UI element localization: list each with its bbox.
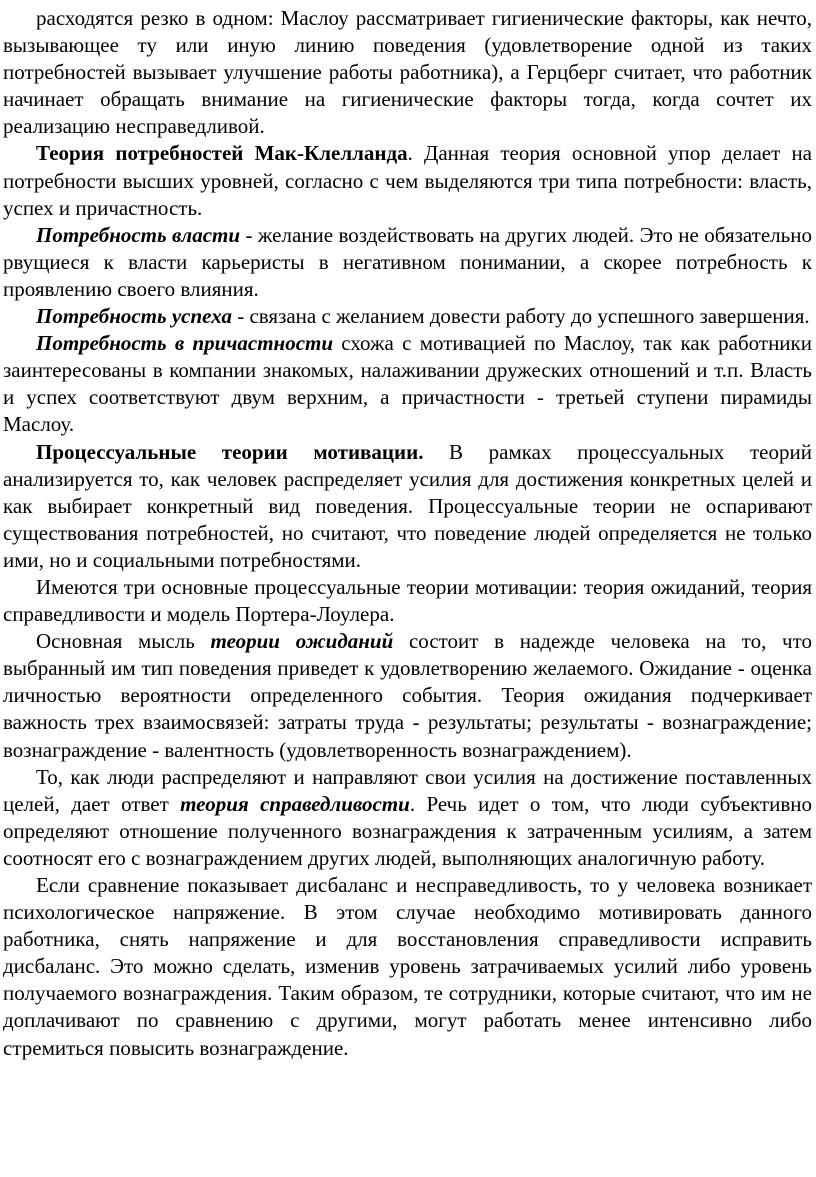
paragraph-maslow-herzberg-ending xyxy=(3,5,812,140)
paragraph-text: схожа с мотивацией по Маслоу, так как работники заинтересованы в компании знакомых, налаживании дружеских отношений и т.п. Власть и успех соответствуют двум верхним, а причастности - третьей ступени пирамиды Маслоу. xyxy=(3,331,812,437)
paragraph-text: Имеются три основные процессуальные теории мотивации: теория ожиданий, теория справедливости и модель Портера-Лоулера. xyxy=(3,574,812,627)
paragraph-need-for-success xyxy=(3,303,812,330)
paragraph-text: расходятся резко в одном: Маслоу рассматривает гигиенические факторы, как нечто, вызывающее ту или иную линию поведения (удовлетворение одной из таких потребностей вызывает улучшение работы работника), а Герцберг считает, что работник начинает обращать внимание на гигиенические факторы тогда, когда сочтет их реализацию несправедливой. xyxy=(3,6,812,139)
paragraph-equity-theory xyxy=(3,764,812,872)
paragraph-text: - желание воздействовать на других людей. Это не обязательно рвущиеся к власти карьеристы в негативном понимании, а скорее потребность к проявлению своего влияния. xyxy=(3,222,812,301)
paragraph-text: В рамках процессуальных теорий анализируется то, как человек распределяет усилия для достижения конкретных целей и как выбирает конкретный вид поведения. Процессуальные теории не оспаривают существования потребностей, но считают, что поведение людей определяется не только ими, но и социальными потребностями. xyxy=(3,439,812,572)
paragraph-need-for-affiliation xyxy=(3,330,812,438)
heading-process-theories: Процессуальные теории мотивации. xyxy=(36,439,424,464)
paragraph-process-theories xyxy=(3,439,812,574)
paragraph-expectancy-theory xyxy=(3,628,812,763)
term-need-for-affiliation: Потребность в причастности xyxy=(36,331,334,356)
paragraph-imbalance xyxy=(3,872,812,1062)
paragraph-text: состоит в надежде человека на то, что выбранный им тип поведения приведет к удовлетворению желаемого. Ожидание - оценка личностью вероятности определенного события. Теория ожидания подчеркивает важность трех взаимосвязей: затраты труда - результаты; результаты - вознаграждение; вознаграждение - валентность (удовлетворенность вознаграждением). xyxy=(3,629,812,762)
heading-mcclelland-theory: Теория потребностей Мак-Клелланда xyxy=(36,141,408,166)
term-need-for-success: Потребность успеха xyxy=(36,304,232,329)
paragraph-mcclelland xyxy=(3,140,812,221)
paragraph-text: . Данная теория основной упор делает на потребности высших уровней, согласно с чем выделяются три типа потребности: власть, успех и причастность. xyxy=(3,141,812,220)
term-equity-theory: теория справедливости xyxy=(180,791,410,816)
paragraph-text: - связана с желанием довести работу до успешного завершения. xyxy=(231,304,810,329)
paragraph-three-theories xyxy=(3,574,812,628)
paragraph-text: . Речь идет о том, что люди субъективно определяют отношение полученного вознаграждения к затраченным усилиям, а затем соотносят его с вознаграждением других людей, выполняющих аналогичную работу. xyxy=(3,791,812,870)
term-expectancy-theory: теории ожиданий xyxy=(210,629,394,654)
paragraph-text: Если сравнение показывает дисбаланс и несправедливость, то у человека возникает психологическое напряжение. В этом случае необходимо мотивировать данного работника, снять напряжение и для восстановления справедливости исправить дисбаланс. Это можно сделать, изменив уровень затрачиваемых усилий либо уровень получаемого вознаграждения. Таким образом, те сотрудники, которые считают, что им не доплачивают по сравнению с другими, могут работать менее интенсивно либо стремиться повысить вознаграждение. xyxy=(3,873,812,1060)
term-need-for-power: Потребность власти xyxy=(36,222,241,247)
paragraph-need-for-power xyxy=(3,222,812,303)
paragraph-text: Основная мысль xyxy=(36,629,211,654)
paragraph-text: То, как люди распределяют и направляют свои усилия на достижение поставленных целей, дает ответ xyxy=(3,764,812,816)
